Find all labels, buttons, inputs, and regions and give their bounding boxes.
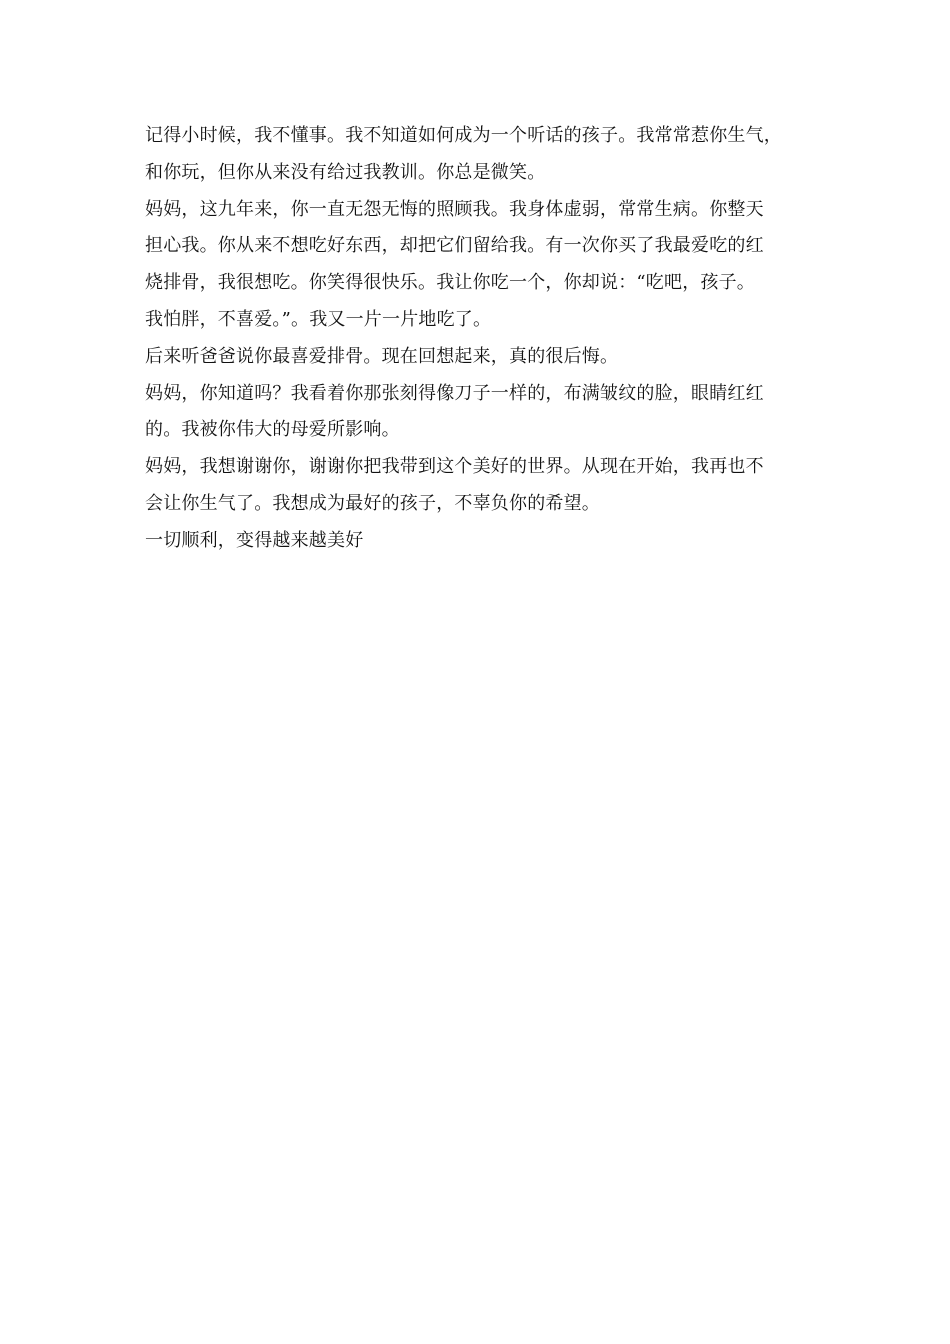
text-line: 会让你生气了。我想成为最好的孩子，不辜负你的希望。	[145, 492, 600, 514]
text-line: 一切顺利，变得越来越美好	[145, 529, 364, 551]
text-line: 妈妈，这九年来，你一直无怨无悔的照顾我。我身体虚弱，常常生病。你整天	[145, 198, 764, 220]
text-line: 后来听爸爸说你最喜爱排骨。现在回想起来，真的很后悔。	[145, 345, 619, 367]
text-line: 妈妈，我想谢谢你，谢谢你把我带到这个美好的世界。从现在开始，我再也不	[145, 456, 764, 478]
text-line: 烧排骨，我很想吃。你笑得很快乐。我让你吃一个，你却说：“吃吧，孩子。	[145, 272, 755, 294]
text-line: 我怕胖，不喜爱。”。我又一片一片地吃了。	[145, 308, 492, 330]
text-line: 和你玩，但你从来没有给过我教训。你总是微笑。	[145, 161, 546, 183]
text-line: 妈妈，你知道吗？我看着你那张刻得像刀子一样的，布满皱纹的脸，眼睛红红	[145, 382, 764, 404]
document-body	[145, 118, 810, 560]
text-line: 记得小时候，我不懂事。我不知道如何成为一个听话的孩子。我常常惹你生气，	[145, 125, 782, 146]
text-line: 的。我被你伟大的母爱所影响。	[145, 419, 400, 441]
text-line: 担心我。你从来不想吃好东西，却把它们留给我。有一次你买了我最爱吃的红	[145, 235, 764, 257]
